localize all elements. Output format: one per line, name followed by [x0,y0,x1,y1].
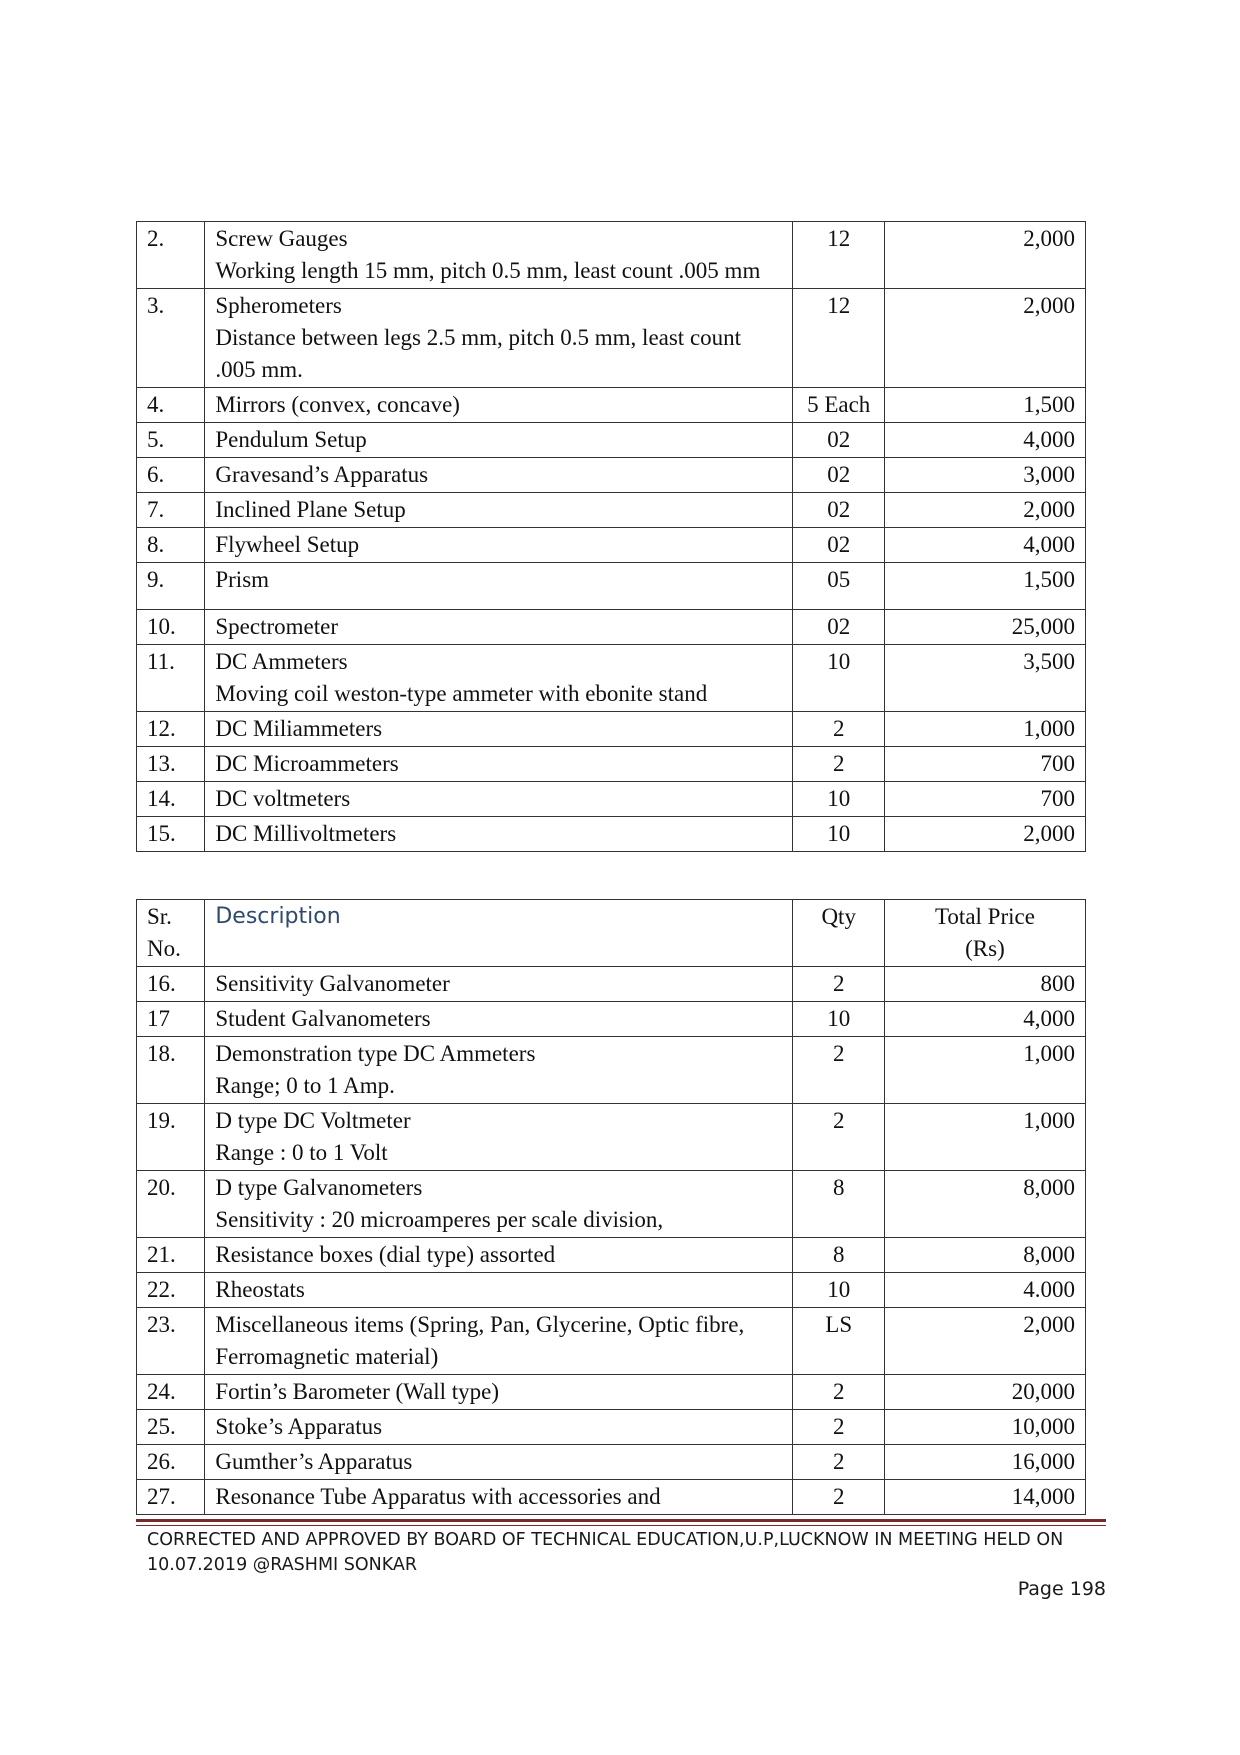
table-header-row [137,900,1086,967]
item-name: Student Galvanometers [215,1006,431,1031]
equipment-table [136,899,1086,1515]
table-row [137,610,1086,645]
description-cell [205,493,793,528]
item-name: Sensitivity Galvanometer [215,971,450,996]
item-name: Miscellaneous items (Spring, Pan, Glycerine, Optic fibre, Ferromagnetic material) [215,1312,745,1369]
qty-cell: 2 [793,1037,884,1104]
description-cell [205,1410,793,1445]
description-cell [205,1308,793,1375]
qty-cell: 02 [793,493,884,528]
total-price-cell: 700 [884,782,1085,817]
description-cell [205,563,793,610]
equipment-table-body [137,967,1086,1515]
sr-no-cell: 24. [137,1375,205,1410]
table-row [137,1308,1086,1375]
item-name: DC Millivoltmeters [215,821,397,846]
item-name: DC Ammeters [215,649,348,674]
qty-cell: 2 [793,712,884,747]
total-price-cell: 25,000 [884,610,1085,645]
item-name: DC Miliammeters [215,716,383,741]
table-row [137,528,1086,563]
qty-cell: 10 [793,645,884,712]
qty-cell: 2 [793,1445,884,1480]
sr-no-cell: 4. [137,388,205,423]
sr-no-cell: 6. [137,458,205,493]
total-price-cell: 1,000 [884,1104,1085,1171]
sr-no-cell: 12. [137,712,205,747]
description-cell [205,1037,793,1104]
description-cell [205,423,793,458]
total-price-cell: 1,000 [884,1037,1085,1104]
description-cell [205,1104,793,1171]
total-price-cell: 2,000 [884,817,1085,852]
item-specification: Sensitivity : 20 microamperes per scale division, [215,1207,664,1232]
table-row [137,388,1086,423]
sr-no-cell: 21. [137,1238,205,1273]
sr-no-cell: 25. [137,1410,205,1445]
description-cell [205,388,793,423]
table-row [137,1171,1086,1238]
item-name: Prism [215,567,270,592]
table-row [137,712,1086,747]
item-name: Spectrometer [215,614,338,639]
table-row [137,423,1086,458]
description-cell [205,1002,793,1037]
total-price-cell: 2,000 [884,222,1085,289]
item-name: D type Galvanometers [215,1175,423,1200]
footer-divider-thin [136,1525,1106,1526]
description-cell [205,967,793,1002]
total-price-cell: 2,000 [884,289,1085,388]
item-name: DC voltmeters [215,786,351,811]
sr-no-cell: 13. [137,747,205,782]
table-row [137,1104,1086,1171]
sr-no-cell: 2. [137,222,205,289]
qty-cell: 2 [793,967,884,1002]
item-name: Spherometers [215,293,342,318]
description-cell [205,222,793,289]
qty-cell: 2 [793,747,884,782]
description-cell [205,528,793,563]
sr-no-cell: 27. [137,1480,205,1515]
sr-no-cell: 16. [137,967,205,1002]
sr-no-cell: 7. [137,493,205,528]
item-specification: Moving coil weston-type ammeter with ebonite stand [215,681,708,706]
sr-no-cell: 3. [137,289,205,388]
total-price-cell: 800 [884,967,1085,1002]
sr-no-cell: 9. [137,563,205,610]
table-row [137,222,1086,289]
item-specification: Range; 0 to 1 Amp. [215,1073,395,1098]
qty-cell: 05 [793,563,884,610]
table-row [137,1410,1086,1445]
item-name: Inclined Plane Setup [215,497,406,522]
approval-note: CORRECTED AND APPROVED BY BOARD OF TECHNICAL EDUCATION,U.P,LUCKNOW IN MEETING HELD ON 10.07.2019 @RASHMI SONKAR [147,1530,1064,1575]
item-name: Gumther’s Apparatus [215,1449,413,1474]
qty-cell: 2 [793,1410,884,1445]
table-row [137,1037,1086,1104]
item-name: Screw Gauges [215,226,348,251]
total-price-cell: 1,000 [884,712,1085,747]
total-price-cell: 3,500 [884,645,1085,712]
description-cell [205,289,793,388]
qty-cell: 2 [793,1480,884,1515]
description-cell [205,458,793,493]
equipment-table-continued [136,221,1086,852]
sr-no-cell: 17 [137,1002,205,1037]
description-cell [205,747,793,782]
item-name: Demonstration type DC Ammeters [215,1041,536,1066]
table-row [137,493,1086,528]
total-price-cell: 8,000 [884,1238,1085,1273]
description-cell [205,1171,793,1238]
header-total-price [884,900,1085,967]
qty-cell: 8 [793,1171,884,1238]
sr-no-cell: 5. [137,423,205,458]
table-row [137,747,1086,782]
item-specification: Range : 0 to 1 Volt [215,1140,388,1165]
total-price-cell: 3,000 [884,458,1085,493]
header-price-line1: Total Price [934,904,1035,929]
header-sr-line2: No. [147,936,181,961]
sr-no-cell: 8. [137,528,205,563]
sr-no-cell: 18. [137,1037,205,1104]
sr-no-cell: 10. [137,610,205,645]
item-name: Rheostats [215,1277,305,1302]
sr-no-cell: 19. [137,1104,205,1171]
item-name: DC Microammeters [215,751,399,776]
total-price-cell: 4,000 [884,528,1085,563]
table-row [137,1480,1086,1515]
qty-cell: 5 Each [793,388,884,423]
header-qty: Qty [793,900,884,967]
item-name: Pendulum Setup [215,427,367,452]
item-name: Fortin’s Barometer (Wall type) [215,1379,500,1404]
qty-cell: 8 [793,1238,884,1273]
qty-cell: 02 [793,610,884,645]
total-price-cell: 4,000 [884,1002,1085,1037]
table-row [137,817,1086,852]
total-price-cell: 2,000 [884,1308,1085,1375]
total-price-cell: 4.000 [884,1273,1085,1308]
equipment-table-continued-body [137,222,1086,852]
qty-cell: 2 [793,1104,884,1171]
table-row [137,1238,1086,1273]
item-name: Stoke’s Apparatus [215,1414,383,1439]
sr-no-cell: 11. [137,645,205,712]
description-cell [205,1273,793,1308]
table-row [137,645,1086,712]
table-row [137,563,1086,610]
sr-no-cell: 23. [137,1308,205,1375]
qty-cell: 02 [793,528,884,563]
item-name: Resonance Tube Apparatus with accessories and [215,1484,661,1509]
header-price-line2: (Rs) [965,936,1005,961]
table-row [137,289,1086,388]
header-sr-no [137,900,205,967]
total-price-cell: 1,500 [884,563,1085,610]
description-cell [205,1445,793,1480]
qty-cell: 12 [793,222,884,289]
page-number: Page 198 [1017,1578,1106,1600]
sr-no-cell: 15. [137,817,205,852]
qty-cell: LS [793,1308,884,1375]
total-price-cell: 4,000 [884,423,1085,458]
qty-cell: 10 [793,1002,884,1037]
item-specification: Distance between legs 2.5 mm, pitch 0.5 mm, least count .005 mm. [215,325,742,382]
description-cell [205,782,793,817]
sr-no-cell: 14. [137,782,205,817]
footer-divider [136,1519,1106,1522]
total-price-cell: 16,000 [884,1445,1085,1480]
table-row [137,1375,1086,1410]
total-price-cell: 1,500 [884,388,1085,423]
header-description: Description [205,900,793,967]
item-name: Gravesand’s Apparatus [215,462,429,487]
item-name: Flywheel Setup [215,532,360,557]
qty-cell: 02 [793,458,884,493]
qty-cell: 12 [793,289,884,388]
qty-cell: 10 [793,1273,884,1308]
description-cell [205,645,793,712]
qty-cell: 10 [793,817,884,852]
description-cell [205,610,793,645]
table-row [137,782,1086,817]
item-name: D type DC Voltmeter [215,1108,411,1133]
total-price-cell: 700 [884,747,1085,782]
total-price-cell: 2,000 [884,493,1085,528]
sr-no-cell: 20. [137,1171,205,1238]
description-cell [205,712,793,747]
header-sr-line1: Sr. [147,904,172,929]
total-price-cell: 20,000 [884,1375,1085,1410]
table-row [137,1445,1086,1480]
qty-cell: 02 [793,423,884,458]
item-specification: Working length 15 mm, pitch 0.5 mm, least count .005 mm [215,258,761,283]
total-price-cell: 14,000 [884,1480,1085,1515]
table-row [137,1273,1086,1308]
sr-no-cell: 26. [137,1445,205,1480]
total-price-cell: 10,000 [884,1410,1085,1445]
item-name: Mirrors (convex, concave) [215,392,460,417]
table-row [137,967,1086,1002]
description-cell [205,817,793,852]
qty-cell: 2 [793,1375,884,1410]
description-cell [205,1375,793,1410]
description-cell [205,1480,793,1515]
item-name: Resistance boxes (dial type) assorted [215,1242,556,1267]
total-price-cell: 8,000 [884,1171,1085,1238]
sr-no-cell: 22. [137,1273,205,1308]
table-header [137,900,1086,967]
qty-cell: 10 [793,782,884,817]
description-cell [205,1238,793,1273]
table-row [137,1002,1086,1037]
table-row [137,458,1086,493]
